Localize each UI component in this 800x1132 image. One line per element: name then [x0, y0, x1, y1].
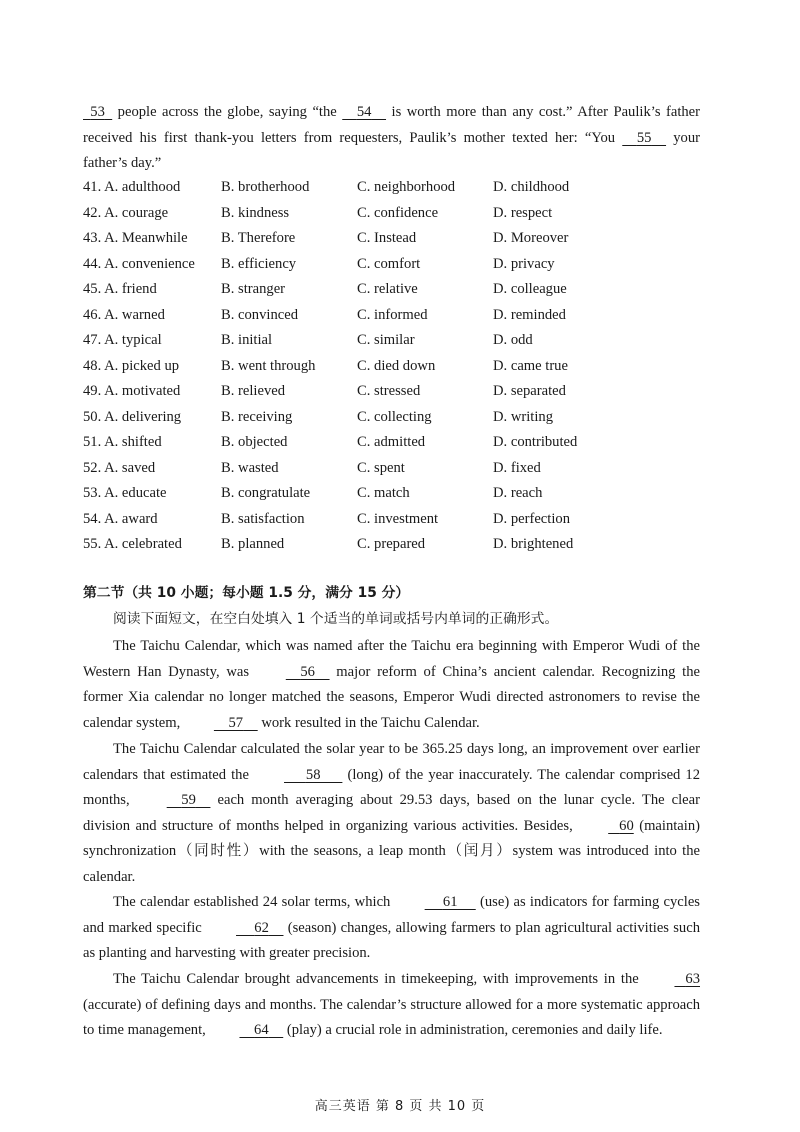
option-choice[interactable]: 50. A. delivering — [83, 408, 182, 425]
blank-57[interactable]: 57 — [228, 714, 244, 731]
option-choice[interactable]: B. stranger — [221, 281, 286, 297]
section-heading: 第二节（共 10 小题；每小题 1.5 分，满分 15 分） — [83, 585, 410, 601]
paragraph-4: The Taichu Calendar brought advancements in timekeeping, with improvements in the 63 (accurate) of defining days and months. The calendar’s structure allowed for a more systematic approach to time management, 64 (play) a crucial role in administration, ceremonies and daily life. — [83, 967, 700, 1044]
option-choice[interactable]: B. efficiency — [221, 255, 297, 272]
option-choice[interactable]: 41. A. adulthood — [83, 179, 181, 195]
blank-54[interactable]: 54 — [356, 104, 372, 120]
option-choice[interactable]: C. comfort — [357, 255, 421, 272]
section-instruction: 阅读下面短文，在空白处填入 1 个适当的单词或括号内单词的正确形式。 — [113, 611, 559, 627]
option-choice[interactable]: B. kindness — [221, 204, 290, 221]
option-choice[interactable]: B. congratulate — [221, 485, 311, 501]
blank-58[interactable]: 58 — [305, 766, 321, 783]
option-choice[interactable]: D. colleague — [493, 281, 567, 297]
page-footer: 高三英语 第 8 页 共 10 页 — [314, 1099, 486, 1114]
option-choice[interactable]: C. investment — [357, 510, 439, 527]
option-choice[interactable]: D. writing — [493, 408, 553, 425]
option-choice[interactable]: 45. A. friend — [83, 281, 157, 297]
blank-55[interactable]: 55 — [636, 129, 652, 146]
option-choice[interactable]: C. informed — [357, 306, 428, 323]
option-choice[interactable]: 43. A. Meanwhile — [83, 230, 188, 246]
option-choice[interactable]: D. reach — [493, 485, 543, 501]
option-choice[interactable]: C. relative — [357, 281, 418, 297]
option-choice[interactable]: D. perfection — [493, 510, 570, 527]
option-choice[interactable]: B. went through — [221, 357, 316, 374]
paragraph-1: The Taichu Calendar, which was named after the Taichu era beginning with Emperor Wudi of the Western Han Dynasty, was 56 major reform of China’s ancient calendar. Recognizing the former Xia calendar no longer matched the seasons, Emperor Wudi directed astronomers to revise the calendar system, 57 work resulted in the Taichu Calendar. — [83, 634, 700, 736]
option-choice[interactable]: 47. A. typical — [83, 332, 162, 348]
option-choice[interactable]: B. objected — [221, 434, 288, 450]
option-choice[interactable]: 54. A. award — [83, 510, 158, 527]
blank-59[interactable]: 59 — [181, 792, 196, 809]
blank-53[interactable]: 53 — [90, 104, 105, 120]
option-choice[interactable]: 49. A. motivated — [83, 383, 181, 399]
blank-60[interactable]: 60 — [619, 817, 634, 834]
option-choice[interactable]: 48. A. picked up — [83, 357, 180, 374]
option-choice[interactable]: C. admitted — [357, 434, 426, 450]
option-choice[interactable]: B. relieved — [221, 383, 286, 399]
option-choice[interactable]: C. collecting — [357, 408, 432, 425]
option-choice[interactable]: D. separated — [493, 383, 566, 399]
option-choice[interactable]: C. confidence — [357, 204, 439, 221]
blank-61[interactable]: 61 — [442, 894, 458, 910]
option-choice[interactable]: D. brightened — [493, 536, 574, 552]
blank-62[interactable]: 62 — [254, 919, 269, 936]
option-choice[interactable]: B. wasted — [221, 459, 279, 476]
option-choice[interactable]: C. Instead — [357, 230, 417, 246]
option-choice[interactable]: B. planned — [221, 536, 285, 552]
option-choice[interactable]: 42. A. courage — [83, 204, 169, 221]
option-choice[interactable]: B. Therefore — [221, 230, 296, 246]
option-choice[interactable]: D. contributed — [493, 434, 578, 450]
option-choice[interactable]: 51. A. shifted — [83, 434, 162, 450]
option-choice[interactable]: D. childhood — [493, 179, 570, 195]
option-choice[interactable]: B. convinced — [221, 306, 299, 323]
option-choice[interactable]: D. Moreover — [493, 230, 569, 246]
option-choice[interactable]: 46. A. warned — [83, 306, 165, 323]
option-choice[interactable]: C. stressed — [357, 383, 421, 399]
option-choice[interactable]: C. neighborhood — [357, 179, 456, 195]
option-choice[interactable]: C. similar — [357, 332, 415, 348]
option-choice[interactable]: D. respect — [493, 204, 553, 221]
blank-64[interactable]: 64 — [254, 1022, 269, 1039]
option-choice[interactable]: C. died down — [357, 357, 436, 374]
option-choice[interactable]: C. match — [357, 485, 410, 501]
paragraph-2: The Taichu Calendar calculated the solar year to be 365.25 days long, an improvement over earlier calendars that estimated the 58 (long) of the year inaccurately. The calendar comprised 12 months, 59 each month averaging about 29.53 days, based on the lunar cycle. The clear division and structure of months helped in organizing various activities. Besides, 60 (maintain) synchronization（同时性）with the seasons, a leap month（闰月）system was introduced into the calendar. — [83, 741, 701, 885]
option-choice[interactable]: C. prepared — [357, 536, 426, 552]
paragraph-3: The calendar established 24 solar terms, which 61 (use) as indicators for farming cycles and marked specific 62 (season) changes, allowing farmers to plan agricultural activities such as planting and harvesting with greater precision. — [83, 890, 700, 967]
passage-continuation: 53 people across the globe, saying “the 54 is worth more than any cost.” After Paulik’s father received his first thank-you letters from requesters, Paulik’s mother texted her: “You 55 your father’s day.” — [83, 100, 700, 177]
option-choice[interactable]: D. reminded — [493, 306, 566, 323]
blank-63[interactable]: 63 — [685, 971, 700, 987]
option-choice[interactable]: B. brotherhood — [221, 179, 310, 195]
option-choice[interactable]: D. privacy — [493, 255, 555, 272]
option-choice[interactable]: D. came true — [493, 357, 568, 374]
option-choice[interactable]: C. spent — [357, 459, 405, 476]
blank-56[interactable]: 56 — [300, 663, 315, 680]
option-choice[interactable]: 55. A. celebrated — [83, 536, 182, 552]
option-choice[interactable]: 52. A. saved — [83, 459, 156, 476]
option-choice[interactable]: 53. A. educate — [83, 485, 167, 501]
option-choice[interactable]: 44. A. convenience — [83, 255, 195, 272]
option-choice[interactable]: B. receiving — [221, 408, 293, 425]
option-choice[interactable]: B. initial — [221, 332, 273, 348]
option-choice[interactable]: D. fixed — [493, 459, 541, 476]
option-choice[interactable]: B. satisfaction — [221, 510, 305, 527]
option-choice[interactable]: D. odd — [493, 332, 533, 348]
